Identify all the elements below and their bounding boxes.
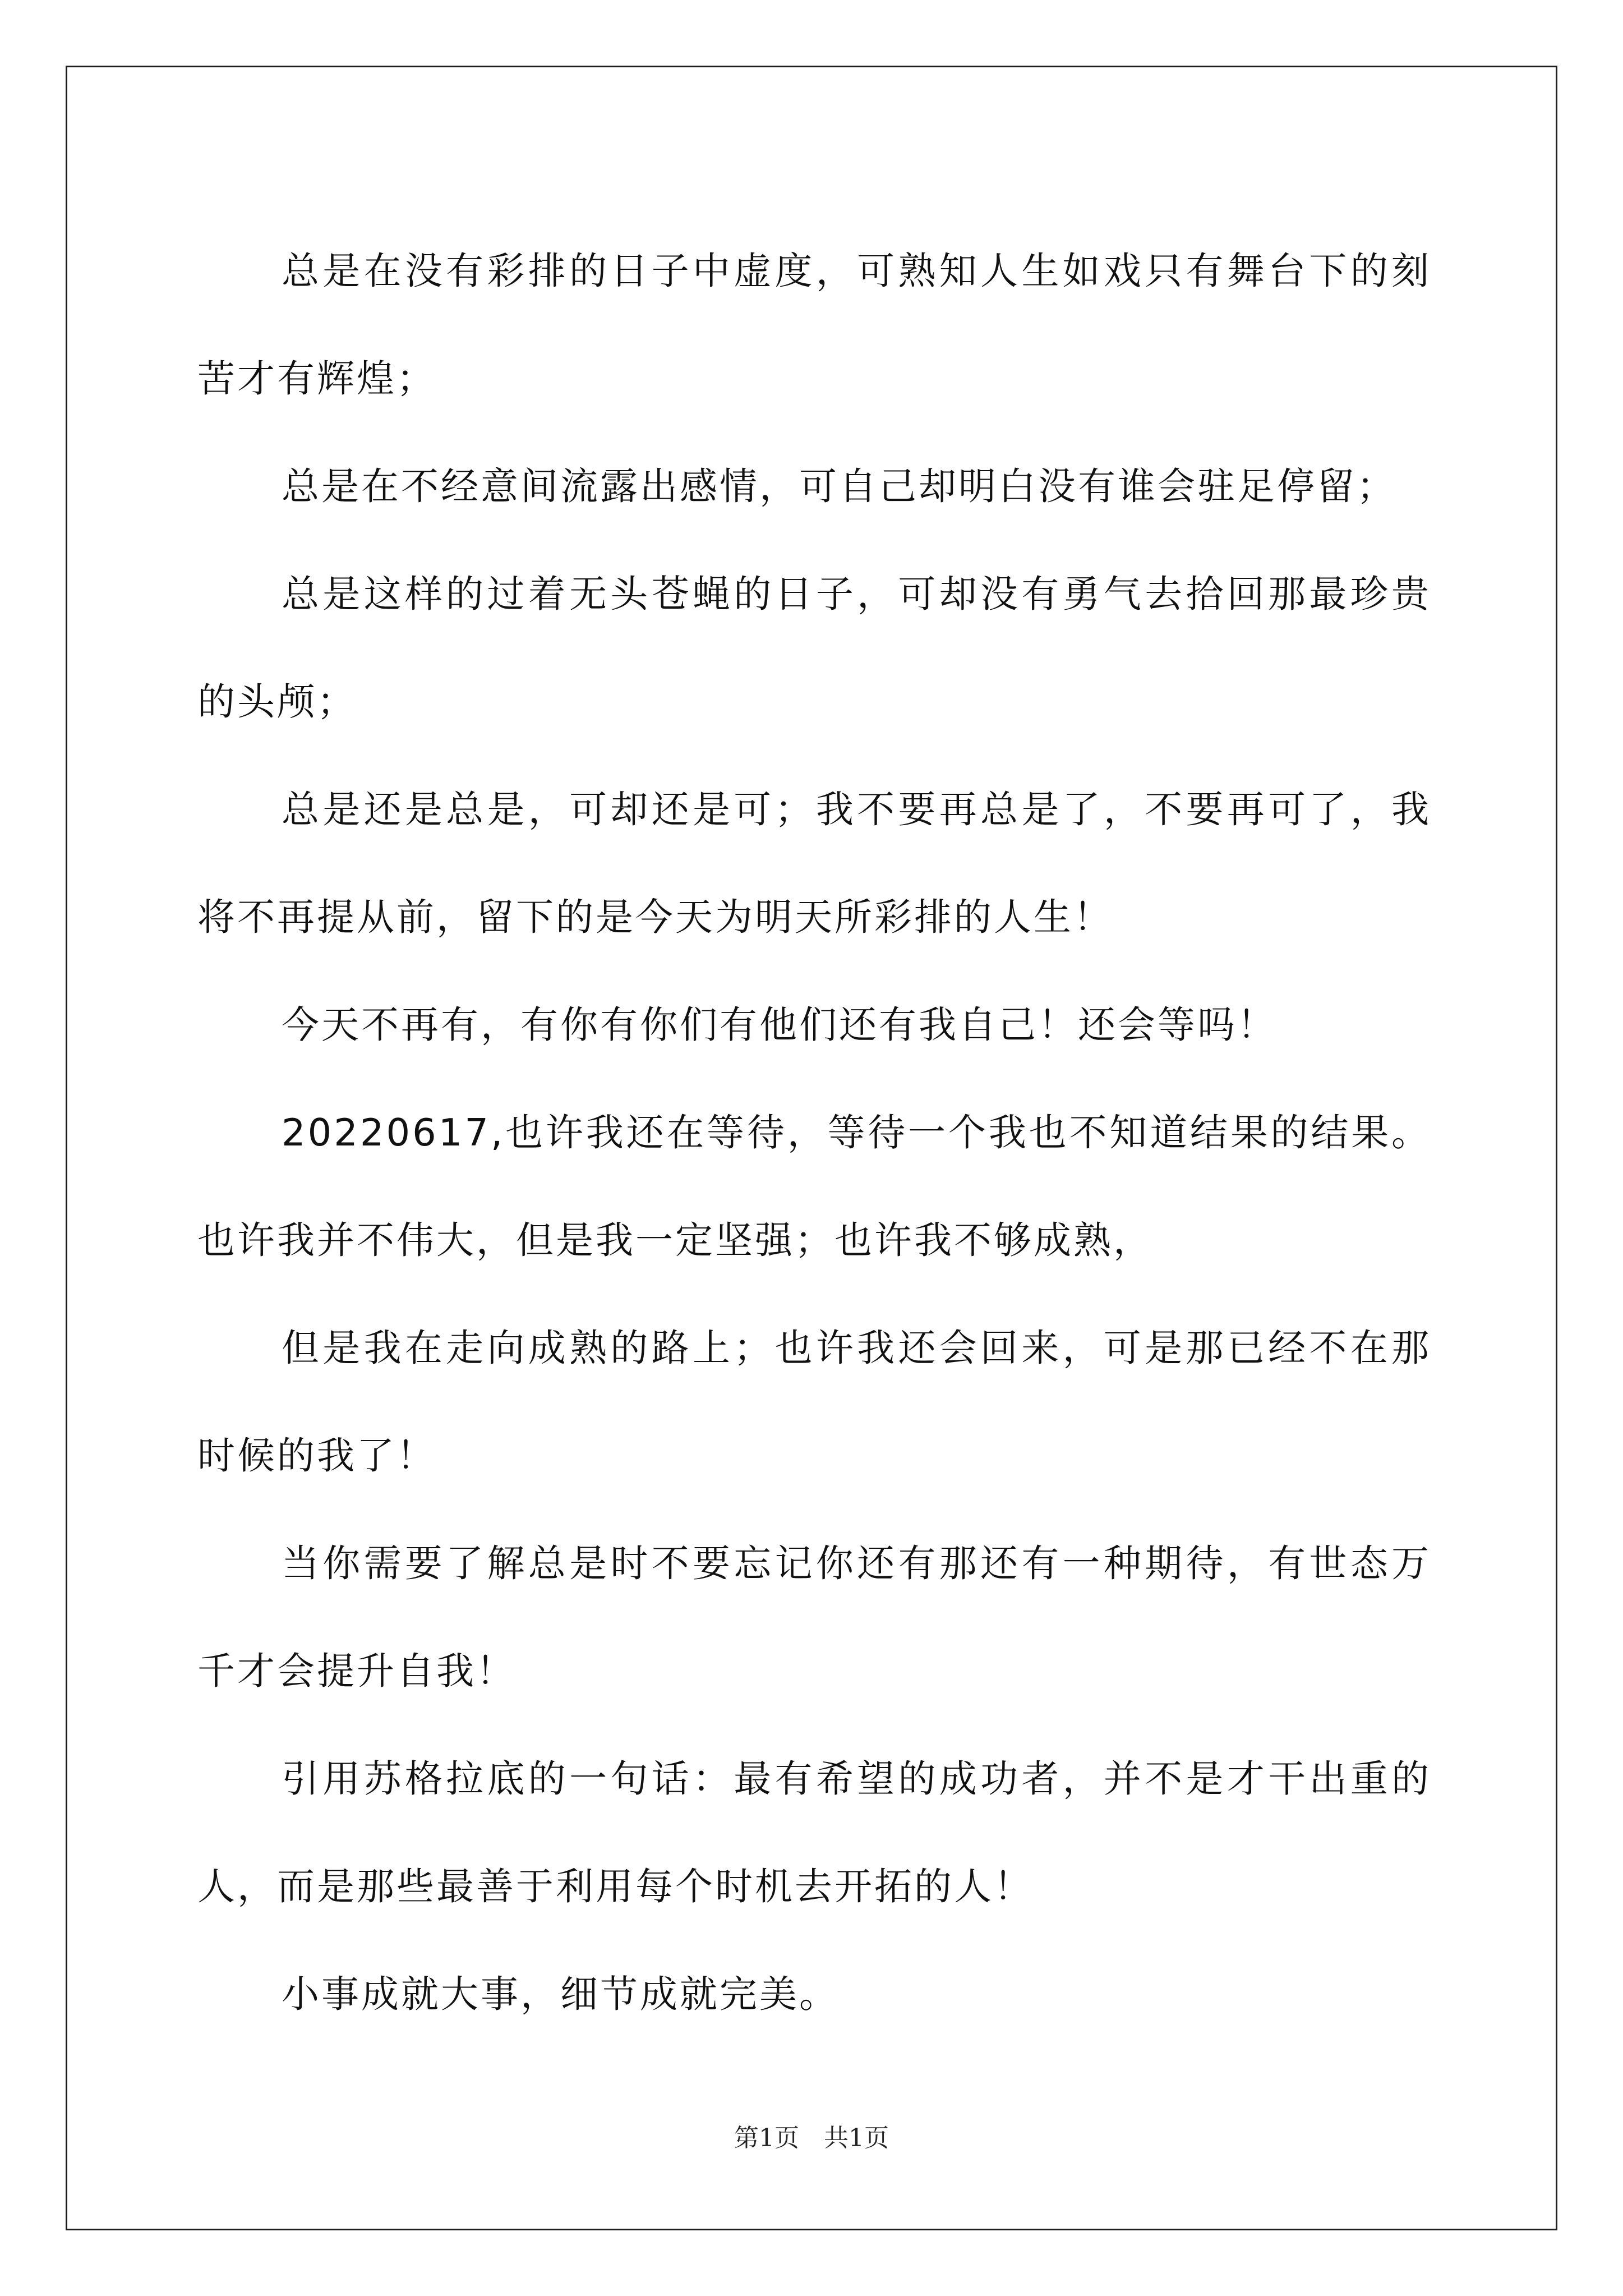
paragraph-7: 但是我在走向成熟的路上；也许我还会回来，可是那已经不在那时候的我了！ [197,1326,1431,1478]
paragraph-8: 当你需要了解总是时不要忘记你还有那还有一种期待，有世态万千才会提升自我！ [197,1542,1431,1693]
page-number-footer: 第1页 共1页 [734,2124,889,2152]
document-body [197,217,1431,2048]
paragraph-9: 引用苏格拉底的一句话：最有希望的成功者，并不是才干出重的人，而是那些最善于利用每个时机去开拓的人！ [197,1757,1431,1908]
paragraph-10: 小事成就大事，细节成就完美。 [282,1972,839,2016]
paragraph-5: 今天不再有，有你有你们有他们还有我自己！还会等吗！ [282,1003,1277,1047]
paragraph-2: 总是在不经意间流露出感情，可自己却明白没有谁会驻足停留； [282,464,1396,508]
paragraph-1: 总是在没有彩排的日子中虚度，可熟知人生如戏只有舞台下的刻苦才有辉煌； [197,249,1431,401]
paragraph-4: 总是还是总是，可却还是可；我不要再总是了，不要再可了，我将不再提从前，留下的是今天为明天所彩排的人生！ [197,788,1431,939]
paragraph-3: 总是这样的过着无头苍蝇的日子，可却没有勇气去拾回那最珍贵的头颅； [197,572,1431,724]
paragraph-6: 20220617,也许我还在等待，等待一个我也不知道结果的结果。也许我并不伟大，但是我一定坚强；也许我不够成熟， [197,1111,1431,1262]
